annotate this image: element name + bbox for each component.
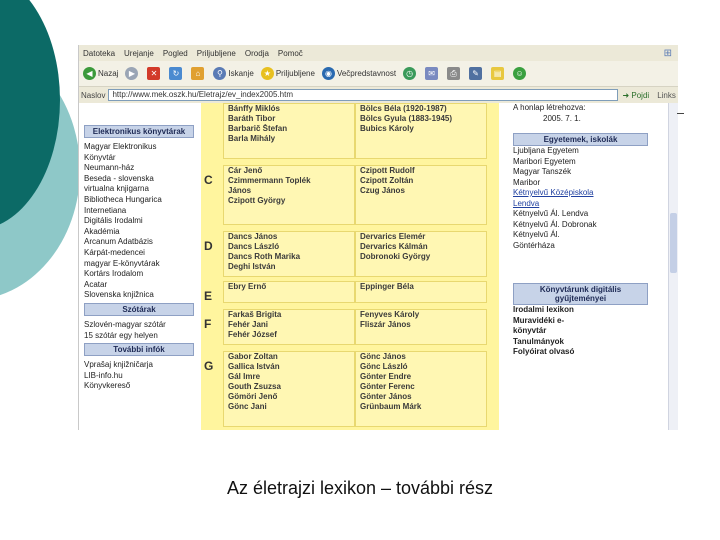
index-letter: F	[204, 317, 212, 331]
person-link[interactable]: Barbarič Štefan	[228, 124, 288, 133]
sidebar-link[interactable]: virtualna knjigarna	[84, 184, 149, 194]
scrollbar-thumb[interactable]	[670, 213, 677, 273]
links-label[interactable]: Links	[657, 90, 676, 100]
person-link[interactable]: Fehér József	[228, 330, 277, 339]
person-link[interactable]: Baráth Tibor	[228, 114, 276, 123]
address-label: Naslov	[81, 90, 106, 100]
person-link[interactable]: Gouth Zsuzsa	[228, 382, 281, 391]
slide-caption: Az életrajzi lexikon – további rész	[226, 478, 494, 498]
windows-logo-icon: ⊞	[663, 47, 672, 59]
sidebar-link[interactable]: Acatar	[84, 279, 108, 289]
right-panel-link[interactable]: Kétnyelvű Ál. Lendva	[513, 209, 589, 218]
right-panel-link[interactable]: Magyar Tanszék	[513, 167, 572, 176]
left-sidebar	[84, 123, 194, 392]
back-arrow-icon: ◀	[83, 67, 96, 80]
index-letter: D	[204, 239, 213, 253]
digital-collections-list	[513, 305, 648, 358]
right-panel-link[interactable]: Irodalmi lexikon	[513, 305, 574, 314]
edit-icon: ✎	[469, 67, 482, 80]
person-link[interactable]: Dancs László	[228, 242, 280, 251]
person-link[interactable]: Fehér Jani	[228, 320, 269, 329]
biography-index-table	[201, 103, 499, 430]
person-link[interactable]: Gönc Jani	[228, 402, 267, 411]
table-cell	[223, 231, 355, 277]
table-cell	[355, 231, 487, 277]
stop-button[interactable]	[147, 67, 162, 80]
table-cell	[355, 103, 487, 159]
table-cell	[355, 309, 487, 345]
vertical-scrollbar[interactable]	[668, 103, 678, 430]
right-panel-link[interactable]: Kétnyelvű Ál. Dobronak	[513, 219, 597, 229]
browser-menubar	[79, 45, 678, 61]
index-letter: C	[204, 173, 213, 187]
sidebar-link[interactable]: Magyar Elektronikus	[84, 142, 157, 151]
person-link[interactable]: Czipott György	[228, 196, 286, 205]
sidebar-link[interactable]: 15 szótár egy helyen	[84, 330, 158, 340]
favorites-label: Priljubljene	[275, 69, 315, 78]
right-panel-link[interactable]: Tanulmányok	[513, 336, 564, 346]
right-panel-link[interactable]: Folyóirat olvasó	[513, 347, 575, 356]
stop-icon: ✕	[147, 67, 160, 80]
person-link[interactable]: Cár Jenő	[228, 166, 263, 175]
person-link[interactable]: Gönc László	[360, 362, 408, 371]
forward-button[interactable]	[125, 67, 140, 80]
page-content	[79, 103, 678, 430]
table-cell	[223, 103, 355, 159]
menu-favorites[interactable]: Priljubljene	[196, 48, 236, 58]
table-cell	[355, 281, 487, 303]
sidebar-heading-dictionaries: Szótárak	[84, 303, 194, 316]
universities-list	[513, 146, 648, 251]
right-panel-link[interactable]: Lendva	[513, 198, 540, 208]
person-link[interactable]: Bölcs Béla (1920-1987)	[360, 104, 447, 113]
person-link[interactable]: Deghi István	[228, 262, 276, 271]
menu-view[interactable]: Pogled	[162, 48, 188, 58]
right-panel-link[interactable]: Kétnyelvű Középiskola	[513, 188, 594, 197]
person-link[interactable]: Gönter Ferenc	[360, 382, 415, 391]
menu-edit[interactable]: Urejanje	[124, 48, 154, 58]
media-button[interactable]	[322, 67, 396, 80]
menu-help[interactable]: Pomoč	[277, 48, 303, 58]
right-panel-link[interactable]: Maribori Egyetem	[513, 156, 576, 166]
person-link[interactable]: Eppinger Béla	[360, 282, 414, 291]
messenger-icon: ☺	[513, 67, 526, 80]
print-icon: ⎙	[447, 67, 460, 80]
person-link[interactable]: Bubics Károly	[360, 124, 414, 133]
person-link[interactable]: Fliszár János	[360, 320, 411, 329]
person-link[interactable]: Dancs János	[228, 232, 278, 241]
media-icon: ◉	[322, 67, 335, 80]
person-link[interactable]: Dervarics Elemér	[360, 232, 426, 241]
index-letter: G	[204, 359, 214, 373]
forward-arrow-icon: ▶	[125, 67, 138, 80]
slide-dash-mark	[677, 113, 684, 114]
sidebar-link[interactable]: Beseda - slovenska	[84, 173, 154, 183]
right-heading-universities: Egyetemek, iskolák	[513, 133, 648, 146]
sidebar-link[interactable]: Arcanum Adatbázis	[84, 237, 153, 247]
person-link[interactable]: Gabor Zoltan	[228, 352, 278, 361]
right-panel-link[interactable]: Kétnyelvű Ál.	[513, 230, 560, 239]
browser-toolbar	[79, 61, 678, 87]
sidebar-library-list	[84, 142, 194, 301]
sidebar-link[interactable]: Bibliotheca Hungarica	[84, 194, 162, 204]
sidebar-link[interactable]: Neumann-ház	[84, 163, 135, 173]
table-cell	[223, 165, 355, 225]
person-link[interactable]: Fenyves Károly	[360, 310, 420, 319]
person-link[interactable]: Czimmermann Toplék	[228, 176, 311, 185]
home-icon: ⌂	[191, 67, 204, 80]
sidebar-link[interactable]: magyar E-könyvtárak	[84, 258, 160, 268]
media-label: Večpredstavnost	[336, 69, 397, 78]
person-link[interactable]: Gönter Endre	[360, 372, 412, 381]
person-link[interactable]: Farkaš Brigita	[228, 310, 282, 319]
sidebar-link[interactable]: LIB-info.hu	[84, 370, 123, 380]
print-button[interactable]	[447, 67, 462, 80]
person-link[interactable]: Barla Mihály	[228, 134, 276, 143]
search-icon: ⚲	[213, 67, 226, 80]
person-link[interactable]: Gallica István	[228, 362, 280, 371]
right-panel-link[interactable]: Ljubljana Egyetem	[513, 146, 579, 155]
sidebar-link[interactable]: Kárpát-medencei	[84, 247, 145, 257]
person-link[interactable]: Bánffy Miklós	[228, 104, 281, 113]
person-link[interactable]: Czipott Zoltán	[360, 176, 414, 185]
star-icon: ★	[261, 67, 274, 80]
notes-button[interactable]	[491, 67, 506, 80]
sidebar-heading-more-info: További infók	[84, 343, 194, 356]
home-button[interactable]	[191, 67, 206, 80]
history-button[interactable]	[403, 67, 418, 80]
favorites-button[interactable]	[261, 67, 315, 80]
sidebar-link[interactable]: Kortárs Irodalom	[84, 269, 144, 279]
search-label: Iskanje	[228, 69, 254, 78]
person-link[interactable]: Dobronoki György	[360, 252, 431, 261]
person-link[interactable]: Czug János	[360, 186, 405, 195]
person-link[interactable]: Czipott Rudolf	[360, 166, 415, 175]
person-link[interactable]: Gönc János	[360, 352, 406, 361]
sidebar-link[interactable]: Digitális Irodalmi	[84, 216, 143, 226]
person-link[interactable]: Dancs Roth Marika	[228, 252, 301, 261]
back-button[interactable]	[83, 67, 118, 80]
sidebar-link[interactable]: Akadémia	[84, 226, 120, 236]
person-link[interactable]: Grünbaum Márk	[360, 402, 422, 411]
sidebar-heading-libraries: Elektronikus könyvtárak	[84, 125, 194, 138]
person-link[interactable]: Bölcs Gyula (1883-1945)	[360, 114, 453, 123]
sidebar-dictionary-list	[84, 320, 194, 341]
go-label: Pojdi	[631, 90, 650, 100]
table-cell	[355, 165, 487, 225]
table-cell	[355, 351, 487, 427]
edit-button[interactable]	[469, 67, 484, 80]
creation-date: 2005. 7. 1.	[543, 113, 581, 123]
sidebar-link[interactable]: Internetiana	[84, 205, 127, 215]
sidebar-more-info-list	[84, 360, 194, 392]
menu-tools[interactable]: Orodja	[244, 48, 269, 58]
address-input[interactable]: http://www.mek.oszk.hu/Eletrajz/ev_index2005.htm	[108, 89, 618, 101]
table-cell	[223, 351, 355, 427]
person-link[interactable]: János	[228, 186, 252, 195]
sidebar-link[interactable]: Szlovén-magyar szótár	[84, 319, 166, 329]
table-cell	[223, 309, 355, 345]
address-bar	[79, 87, 678, 103]
person-link[interactable]: Gömöri Jenő	[228, 392, 278, 401]
right-panel-link[interactable]: Göntérháza	[513, 240, 555, 250]
right-heading-digital-collections: Könyvtárunk digitális gyűjteményei	[513, 283, 648, 305]
sidebar-link[interactable]: Vprašaj knjižničarja	[84, 360, 153, 370]
creation-date-label: A honlap létrehozva:	[513, 103, 586, 112]
person-link[interactable]: Gál Imre	[228, 372, 261, 381]
refresh-button[interactable]	[169, 67, 184, 80]
person-link[interactable]: Ebry Ernő	[228, 282, 267, 291]
right-panel	[513, 103, 648, 358]
go-button[interactable]: ➜ Pojdi	[622, 90, 650, 100]
sidebar-link[interactable]: Könyvkereső	[84, 381, 131, 391]
notes-icon: ▤	[491, 67, 504, 80]
browser-screenshot	[78, 45, 678, 430]
sidebar-link[interactable]: Slovenska knjižnica	[84, 290, 154, 300]
back-label: Nazaj	[98, 69, 119, 78]
search-button[interactable]	[213, 67, 253, 80]
right-panel-link[interactable]: könyvtár	[513, 326, 547, 335]
index-letter: E	[204, 289, 213, 303]
refresh-icon: ↻	[169, 67, 182, 80]
mail-icon: ✉	[425, 67, 438, 80]
sidebar-link[interactable]: Könyvtár	[84, 152, 116, 162]
menu-file[interactable]: Datoteka	[83, 48, 116, 58]
right-panel-link[interactable]: Maribor	[513, 177, 541, 187]
right-panel-link[interactable]: Muravidéki e-	[513, 315, 565, 325]
person-link[interactable]: Dervarics Kálmán	[360, 242, 428, 251]
history-icon: ◷	[403, 67, 416, 80]
messenger-button[interactable]	[513, 67, 528, 80]
table-cell	[223, 281, 355, 303]
mail-button[interactable]	[425, 67, 440, 80]
person-link[interactable]: Gönter János	[360, 392, 412, 401]
